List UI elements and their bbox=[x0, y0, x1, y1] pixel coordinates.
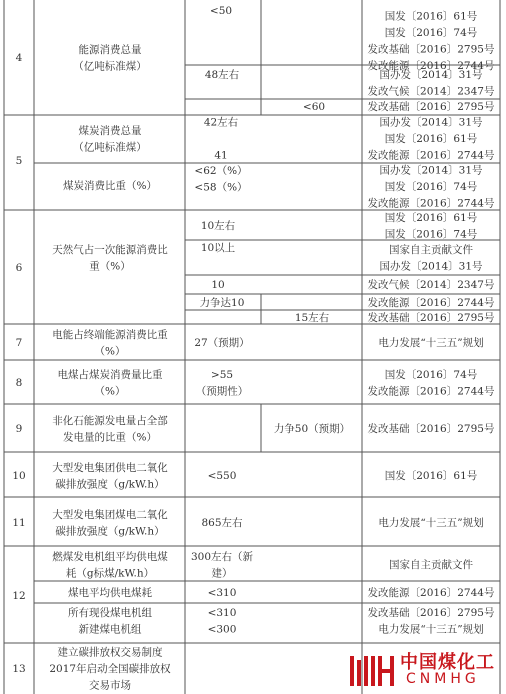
source-document: 发改基础〔2016〕2795号 bbox=[367, 423, 495, 435]
source-document: 发改基础〔2016〕2795号 bbox=[367, 101, 495, 113]
row-number: 11 bbox=[12, 517, 26, 529]
source-document: 国发〔2016〕74号发改能源〔2016〕2744号 bbox=[367, 368, 495, 398]
indicator-name: 燃煤发电机组平均供电煤耗（g标煤/kW.h） bbox=[52, 550, 168, 580]
row-number: 8 bbox=[15, 377, 23, 389]
target-value: 48左右 bbox=[204, 69, 240, 81]
indicator-name: 大型发电集团供电二氧化碳排放强度（g/kW.h） bbox=[52, 461, 168, 491]
target-value: 15左右 bbox=[294, 312, 330, 324]
row-number: 9 bbox=[15, 423, 23, 435]
target-value: 10以上 bbox=[200, 242, 236, 254]
source-document: 国发〔2016〕61号 bbox=[384, 470, 478, 482]
indicator-name: 所有现役煤电机组新建煤电机组 bbox=[68, 606, 152, 636]
source-document: 国办发〔2014〕31号国发〔2016〕74号发改能源〔2016〕2744号 bbox=[367, 164, 495, 210]
source-document: 发改能源〔2016〕2744号 bbox=[367, 297, 495, 309]
source-document: 电力发展“十三五”规划 bbox=[378, 337, 484, 349]
row-number: 12 bbox=[12, 590, 26, 602]
indicator-name: 建立碳排放权交易制度 2017年启动全国碳排放权交易市场 bbox=[49, 646, 171, 692]
target-value: <310 bbox=[207, 587, 237, 599]
row-number: 10 bbox=[12, 470, 26, 482]
target-value: 力争达10 bbox=[199, 297, 245, 309]
source-document: 国办发〔2014〕31号国发〔2016〕61号发改能源〔2016〕2744号 bbox=[367, 116, 495, 162]
watermark-brand-en: CNMHG bbox=[406, 671, 480, 687]
row-number: 6 bbox=[15, 262, 23, 274]
watermark-logo bbox=[348, 646, 506, 694]
watermark-brand-cn: 中国煤化工 bbox=[400, 652, 495, 673]
row-number: 13 bbox=[12, 663, 26, 675]
source-document: 发改能源〔2016〕2744号 bbox=[367, 587, 495, 599]
target-value: <550 bbox=[207, 470, 237, 482]
target-value: <62（%）<58（%） bbox=[194, 164, 248, 194]
source-document: 电力发展“十三五”规划 bbox=[378, 517, 484, 529]
target-value: 42左右 41 bbox=[203, 116, 239, 162]
source-document: 国家自主贡献文件 bbox=[389, 559, 473, 571]
row-number: 4 bbox=[15, 52, 23, 64]
row-number: 5 bbox=[15, 155, 23, 167]
table-cells bbox=[12, 5, 495, 692]
row-number: 7 bbox=[15, 337, 23, 349]
target-value: 力争50（预期） bbox=[273, 423, 351, 435]
source-document: 发改基础〔2016〕2795号电力发展“十三五”规划 bbox=[367, 606, 495, 636]
watermark-mark-icon bbox=[350, 650, 396, 690]
indicator-name: 煤炭消费比重（%） bbox=[63, 180, 157, 192]
indicator-name: 大型发电集团煤电二氧化碳排放强度（g/kW.h） bbox=[52, 508, 168, 538]
indicator-name: 煤电平均供电煤耗 bbox=[68, 587, 152, 599]
source-document: 国发〔2016〕61号国发〔2016〕74号 bbox=[384, 211, 478, 241]
target-value: 10左右 bbox=[200, 220, 236, 232]
source-document: 国办发〔2014〕31号发改气候〔2014〕2347号 bbox=[367, 68, 495, 98]
indicator-name: 电煤占煤炭消费量比重（%） bbox=[57, 368, 163, 398]
indicator-name: 煤炭消费总量（亿吨标准煤） bbox=[73, 124, 147, 154]
target-value: <60 bbox=[302, 101, 326, 113]
target-value: 865左右 bbox=[201, 517, 243, 529]
indicator-name: 电能占终端能源消费比重（%） bbox=[52, 328, 168, 358]
indicator-name: 天然气占一次能源消费比重（%） bbox=[52, 243, 168, 273]
indicator-name: 非化石能源发电量占全部发电量的比重（%） bbox=[52, 414, 168, 444]
indicator-name: 能源消费总量（亿吨标准煤） bbox=[73, 43, 147, 73]
target-value: 300左右（新建） bbox=[190, 550, 254, 580]
source-document: 国家自主贡献文件国办发〔2014〕31号 bbox=[379, 243, 483, 273]
source-document: 发改基础〔2016〕2795号 bbox=[367, 312, 495, 324]
target-value: 10 bbox=[211, 279, 225, 291]
source-document: 国发〔2016〕61号国发〔2016〕74号发改基础〔2016〕2795号发改能源〔2016〕2744号 bbox=[367, 10, 495, 72]
source-document: 发改气候〔2014〕2347号 bbox=[367, 279, 495, 291]
target-value: <50 bbox=[209, 5, 233, 17]
target-value: >55 （预期性） bbox=[195, 368, 249, 398]
target-value: <310 <300 bbox=[207, 606, 237, 636]
target-value: 27（预期） bbox=[194, 337, 250, 349]
